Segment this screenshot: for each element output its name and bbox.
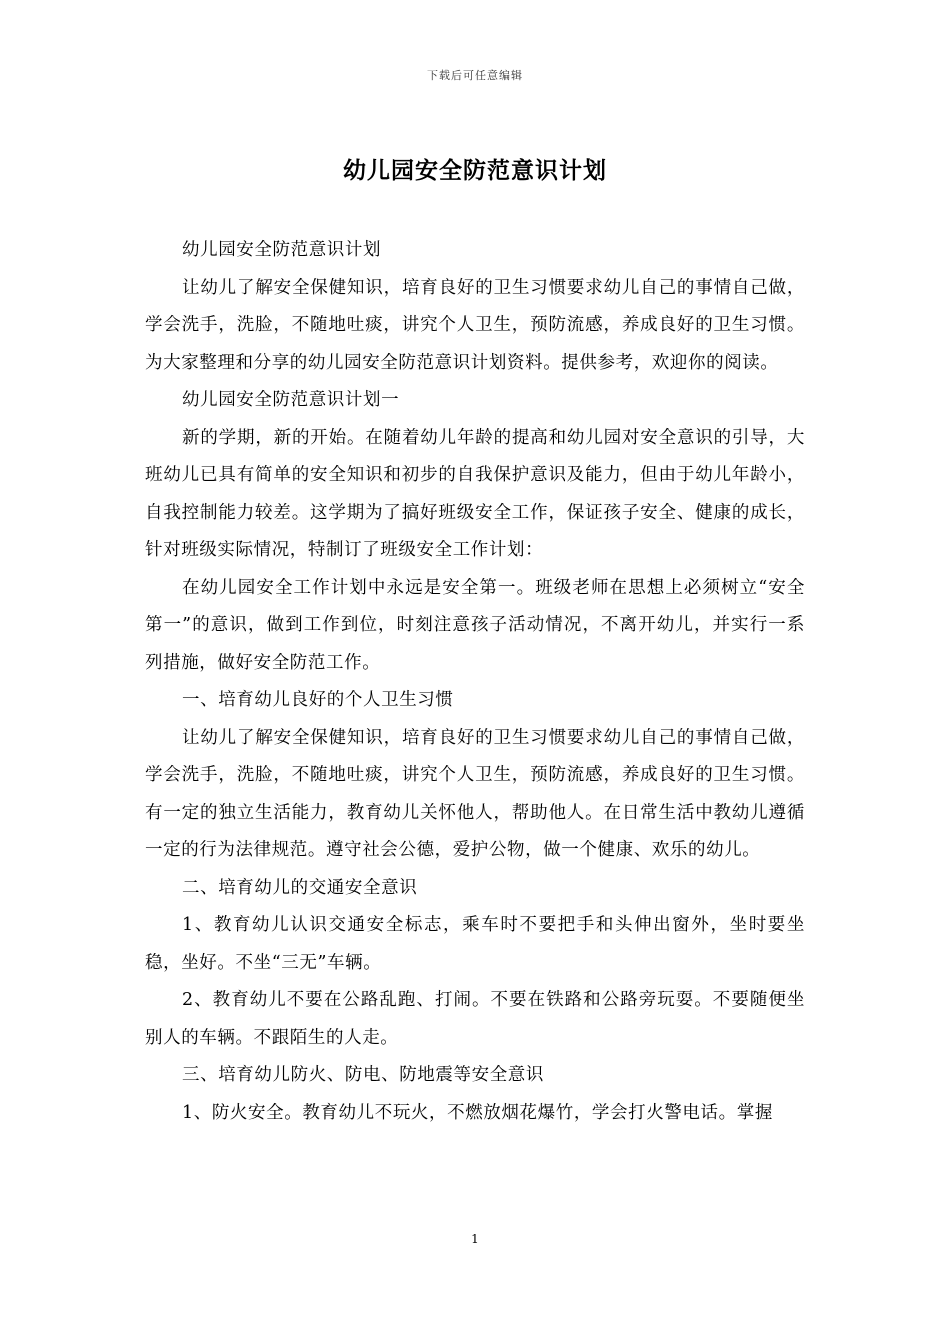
- body-paragraph: 让幼儿了解安全保健知识，培育良好的卫生习惯要求幼儿自己的事情自己做，学会洗手，洗脸，不随地吐痰，讲究个人卫生，预防流感，养成良好的卫生习惯。为大家整理和分享的幼儿园安全防范意识计划资料。提供参考，欢迎你的阅读。: [145, 277, 805, 373]
- header-note: 下载后可任意编辑: [427, 69, 523, 82]
- section-heading: 三、培育幼儿防火、防电、防地震等安全意识: [182, 1065, 544, 1085]
- body-paragraph: 新的学期，新的开始。在随着幼儿年龄的提高和幼儿园对安全意识的引导，大班幼儿已具有简单的安全知识和初步的自我保护意识及能力，但由于幼儿年龄小，自我控制能力较差。这学期为了搞好班级安全工作，保证孩子安全、健康的成长，针对班级实际情况，特制订了班级安全工作计划：: [145, 427, 805, 560]
- body-paragraph: 幼儿园安全防范意识计划: [182, 240, 382, 260]
- document-title: 幼儿园安全防范意识计划: [343, 157, 607, 184]
- body-paragraph: 2、教育幼儿不要在公路乱跑、打闹。不要在铁路和公路旁玩耍。不要随便坐别人的车辆。不跟陌生的人走。: [145, 990, 805, 1048]
- document-body: [145, 232, 805, 1132]
- section-heading: 二、培育幼儿的交通安全意识: [182, 877, 418, 898]
- page-number: 1: [471, 1232, 479, 1246]
- body-paragraph: 幼儿园安全防范意识计划一: [182, 390, 400, 410]
- body-paragraph: 在幼儿园安全工作计划中永远是安全第一。班级老师在思想上必须树立“安全第一”的意识，做到工作到位，时刻注意孩子活动情况，不离开幼儿，并实行一系列措施，做好安全防范工作。: [145, 577, 805, 673]
- body-paragraph: 让幼儿了解安全保健知识，培育良好的卫生习惯要求幼儿自己的事情自己做，学会洗手，洗脸，不随地吐痰，讲究个人卫生，预防流感，养成良好的卫生习惯。有一定的独立生活能力，教育幼儿关怀他人，帮助他人。在日常生活中教幼儿遵循一定的行为法律规范。遵守社会公德，爱护公物，做一个健康、欢乐的幼儿。: [145, 727, 805, 860]
- body-paragraph: 1、教育幼儿认识交通安全标志，乘车时不要把手和头伸出窗外，坐时要坐稳，坐好。不坐“三无”车辆。: [145, 915, 805, 973]
- body-paragraph: 1、防火安全。教育幼儿不玩火，不燃放烟花爆竹，学会打火警电话。掌握: [182, 1102, 773, 1123]
- section-heading: 一、培育幼儿良好的个人卫生习惯: [182, 690, 454, 710]
